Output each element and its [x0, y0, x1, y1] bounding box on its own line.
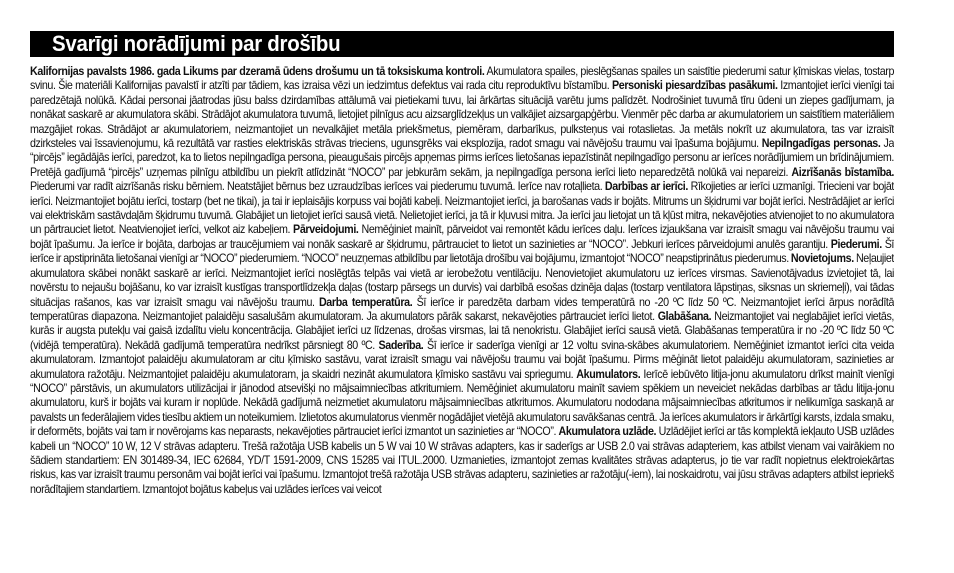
- section-heading: Nepilngadīgas personas.: [761, 136, 881, 151]
- safety-instructions-body: [30, 64, 894, 496]
- section-text: Šī ierīce ir paredzēta darbam vides temperatūrā no -20 ºC līdz 50 ºC. Neizmantojiet ierīci ārpus norādītā temperatūras diapazona. Neizmantojiet palaidēju sasalušām akumulatoram. Ja akumulators pārāk sakarst, nekavējoties pārtrauciet ierīci lietot.: [30, 294, 894, 323]
- section-text: Rīkojieties ar ierīci uzmanīgi. Triecieni var bojāt ierīci. Neizmantojiet bojātu ierīci, tostarp (bet ne tikai), ja tai ir ieplaisājis korpuss vai bojāti kabeļi. Neizmantojiet ierīci, ja barošanas vads ir bojāts. Mitrums un šķidrumi var bojāt ierīci. Nestrādājiet ar ierīci vai elektriskām sastāvdaļām šķidrumu tuvumā. Glabājiet un lietojiet ierīci sausā vietā. Nelietojiet ierīci, ja tā ir kļuvusi mitra. Ja ierīci jau lietojat un tā kļūst mitra, nekavējoties atvienojiet to no akumulatora un pārtrauciet lietot. Neatvienojiet ierīci, velkot aiz kabeļiem.: [30, 179, 894, 237]
- section-text: Šī ierīce ir apstiprināta lietošanai vienīgi ar “NOCO” piederumiem. “NOCO” neuzņemas atbildību par lietotāja drošību vai bojājumu, izmantojot “NOCO” neapstiprinātus piederumus.: [30, 236, 894, 266]
- section-heading: Aizrīšanās bīstamība.: [791, 164, 894, 179]
- section-text: Neļaujiet akumulatora skābei nonākt saskarē ar ierīci. Neizmantojiet ierīci noslēgtās telpās vai vietā ar ierobežotu ventilāciju. Nenovietojiet akumulatoru uz ierīces virsmas. Savienotājvadus izvietojiet tā, lai novērstu to nejaušu bojāšanu, ko var izraisīt kustīgas transportlīdzekļa daļas (tostarp pārsegs un durvis) vai darbībā esošas dzinēja daļas (tostarp ventilatora lāpstiņas, siksnas un skriemeļi), vai tādas situācijas rašanos, kas var izraisīt smagu vai nāvējošu traumu.: [30, 251, 894, 309]
- section-text: Akumulatora spailes, pieslēgšanas spailes un saistītie piederumi satur ķīmiskas vielas, tostarp svinu. Šie materiāli Kalifornijas pavalstī ir atzīti par tādiem, kas izraisa vēzi un iedzimtus defektus vai rada citu reproduktīvu bīstamību.: [30, 64, 894, 93]
- section-text: Nemēģiniet mainīt, pārveidot vai remontēt kādu ierīces daļu. Ierīces izjaukšana var izraisīt smagu vai nāvējošu traumu vai bojāt īpašumu. Ja ierīce ir bojāta, darbojas ar traucējumiem vai nonāk saskarē ar šķidrumu, pārtrauciet to lietot un sazinieties ar “NOCO”. Jebkuri ierīces pārveidojumi anulēs garantiju.: [30, 222, 894, 251]
- section-text: Šī ierīce ir saderīga vienīgi ar 12 voltu svina-skābes akumulatoriem. Nemēģiniet izmantot ierīci cita veida akumulatoram. Izmantojot palaidēju akumulatoram ar citu ķīmisko sastāvu, varat izraisīt smagu vai nāvējošu traumu vai bojāt īpašumu. Pirms mēģināt lietot palaidēju akumulatoram, sazinieties ar akumulatora ražotāju. Neizmantojiet palaidēju akumulatoram, ja skaidri nezināt akumulatora ķīmisko sastāvu vai spriegumu.: [30, 337, 894, 381]
- section-heading: Novietojums.: [790, 251, 854, 266]
- section-heading: Darba temperatūra.: [318, 294, 413, 309]
- section-text: Neizmantojiet vai neglabājiet ierīci vietās, kurās ir augsta putekļu vai gaisā izdalītu vielu koncentrācija. Glabājiet ierīci uz līdzenas, drošas virsmas, lai tā nenokristu. Glabājiet ierīci sausā vietā. Glabāšanas temperatūra ir no -20 ºC līdz 50 ºC (vidējā temperatūra). Nekādā gadījumā temperatūra nedrīkst pārsniegt 80 ºC.: [30, 308, 894, 352]
- section-heading: Piederumi.: [830, 236, 882, 251]
- section-heading: Akumulatora uzlāde.: [558, 424, 657, 439]
- section-heading: Kalifornijas pavalsts 1986. gada Likums par dzeramā ūdens drošumu un tā toksiskuma kontroli.: [30, 64, 485, 78]
- section-text: Izmantojiet ierīci vienīgi tai paredzētajā nolūkā. Kādai personai jāatrodas jūsu balss dzirdamības attālumā vai pietiekami tuvu, lai ārkārtas situācijā varētu jums palīdzēt. Nodrošiniet tuvumā tīru ūdeni un ziepes gadījumam, ja nonākat saskarē ar akumulatora skābi. Strādājot akumulatora tuvumā, lietojiet pilnīgus acu aizsarglīdzekļus un valkājiet aizsargapģērbu. Vienmēr pēc darba ar akumulatoriem un saistītiem materiāliem mazgājiet rokas. Strādājot ar akumulatoriem, neizmantojiet un nevalkājiet metāla priekšmetus, piemēram, darbarīkus, pulksteņus vai rotaslietas. Ja metāls nokrīt uz akumulatora, tas var izraisīt dzirksteles vai īssavienojumu, kā rezultātā var rasties elektriskās strāvas trieciens, ugunsgrēks vai eksplozija, radot smagu vai nāvējošu traumu vai īpašuma bojājumu.: [30, 78, 894, 151]
- section-title-bar: [30, 31, 894, 57]
- section-heading: Glabāšana.: [657, 308, 712, 323]
- section-heading: Personiski piesardzības pasākumi.: [611, 78, 778, 93]
- section-title: Svarīgi norādījumi par drošību: [52, 31, 341, 56]
- section-heading: Saderība.: [378, 337, 424, 352]
- safety-instructions-page: [30, 31, 894, 551]
- section-heading: Akumulators.: [576, 366, 641, 381]
- section-text: Piederumi var radīt aizrīšanās risku bērniem. Neatstājiet bērnus bez uzraudzības ierīces vai piederumu tuvumā. Ierīce nav rotaļlieta.: [30, 179, 605, 194]
- section-heading: Darbības ar ierīci.: [604, 179, 689, 194]
- section-heading: Pārveidojumi.: [293, 222, 359, 237]
- section-text: Ja “pircējs” iegādājās ierīci, paredzot, ka to lietos nepilngadīga persona, pieaugušais pircējs apņemas pirms ierīces lietošanas iepazīstināt nepilngadīgo personu ar ierīces norādījumiem un brīdinājumiem. Pretējā gadījumā “pircējs” uzņemas pilnīgu atbildību un piekrīt atlīdzināt “NOCO” par jebkurām sekām, ja nepilngadīga persona ierīci lieto neparedzētā nolūkā vai nepareizi.: [30, 136, 894, 179]
- section-text: Uzlādējiet ierīci ar tās komplektā iekļauto USB uzlādes kabeli un “NOCO” 10 W, 12 V strāvas adapteru. Trešā ražotāja USB kabelis un 5 W vai 10 W strāvas adapters, kas ir saderīgs ar USB 2.0 vai strāvas adapteriem, kas atbilst vienam vai vairākiem no šādiem standartiem: EN 301489-34, IEC 62684, YD/T 1591-2009, CNS 15285 vai ITUL.2000. Uzmanieties, izmantojot zemas kvalitātes strāvas adapterus, jo tie var radīt nopietnus elektroiekārtas riskus, kas var izraisīt traumu personām vai bojāt ierīci vai īpašumu. Izmantojot trešā ražotāja USB strāvas adapteru, sazinieties ar ražotāju(-iem), lai noskaidrotu, vai jūsu strāvas adapters atbilst iepriekš norādītajiem standartiem. Izmantojot bojātus kabeļus vai uzlādes ierīces vai veicot: [30, 424, 894, 496]
- section-text: Ierīcē iebūvēto litija-jonu akumulatoru drīkst mainīt vienīgi “NOCO” pārstāvis, un akumulators utilizācijai ir jānodod atsevišķi no mājsaimniecības atkritumiem. Nemēģiniet akumulatoru mainīt saviem spēkiem un neveiciet nekādas darbības ar tādu litija-jonu akumulatoru, kurš ir bojāts vai kuram ir noplūde. Nekādā gadījumā neizmetiet akumulatoru mājsaimniecības atkritumos. Akumulatoru nododana mājsaimniecības atkritumos ir nelikumīga saskaņā ar pavalsts un federālajiem vides tiesību aktiem un noteikumiem. Izlietotos akumulatorus vienmēr nogādājiet vietējā akumulatoru savākšanas centrā. Ja ierīces akumulators ir ārkārtīgi karsts, izdala smaku, ir deformēts, bojāts vai tam ir novērojams kas neparasts, nekavējoties pārtrauciet ierīci izmantot un sazinieties ar “NOCO”.: [30, 366, 894, 439]
